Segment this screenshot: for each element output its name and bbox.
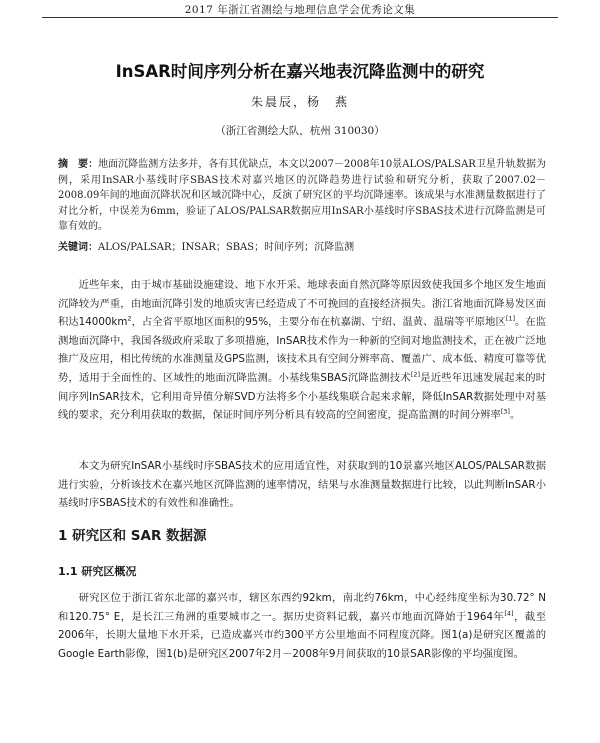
p1-text-b: ，占全省平原地区面积的95%，主要分布在杭嘉湖、宁绍、温黄、温瑞等平原地区 (131, 316, 506, 329)
p1-text-e: 。 (509, 409, 521, 422)
subsection-1-1-title: 1.1 研究区概况 (58, 565, 137, 578)
p1-text-a: 近些年来，由于城市基础设施建设、地下水开采、地球表面自然沉降等原因致使我国多个地区发生地面沉降较为严重，由地面沉降引发的地质灾害已经造成了不可挽回的直接经济损失。浙江省地面沉降易发区面积达14000km (58, 279, 546, 329)
citation-3: [3] (500, 407, 510, 416)
p3-text-a: 研究区位于浙江省东北部的嘉兴市，辖区东西约92km，南北约76km，中心经纬度坐标为30.72° N 和120.75° E，是长江三角洲的重要城市之一。据历史资料记载，嘉兴市地面沉降始于1964年 (58, 592, 546, 623)
intro-paragraph-2: 本文为研究InSAR小基线时序SBAS技术的应用适宜性，对获取到的10景嘉兴地区ALOS/PALSAR数据进行实验，分析该技术在嘉兴地区沉降监测的速率情况，结果与水准测量数据进行比较，以此判断InSAR小基线时序SBAS技术的有效性和准确性。 (58, 460, 546, 510)
paper-title: InSAR时间序列分析在嘉兴地表沉降监测中的研究 (115, 62, 485, 81)
abstract (58, 157, 546, 235)
abstract-text: 地面沉降监测方法多并，各有其优缺点，本文以2007－2008年10景ALOS/PALSAR卫星升轨数据为例，采用InSAR小基线时序SBAS技术对嘉兴地区的沉降趋势进行试验和研究分析，获取了2007.02－2008.09年间的地面沉降状况和区域沉降中心，反演了研究区的平均沉降速率。该成果与水准测量数据进行了对比分析，中误差为6mm，验证了ALOS/PALSAR数据应用InSAR小基线时序SBAS技术进行沉降监测是可靠有效的。 (58, 159, 546, 233)
running-header: 2017 年浙江省测绘与地理信息学会优秀论文集 (184, 4, 416, 16)
study-area-paragraph (58, 589, 546, 663)
citation-1: [1] (505, 314, 516, 323)
affiliation: （浙江省测绘大队，杭州 310030） (215, 125, 385, 137)
keywords (58, 240, 546, 255)
section-1-title: 1 研究区和 SAR 数据源 (58, 528, 207, 544)
authors: 朱晨辰，杨 燕 (250, 95, 349, 109)
citation-2: [2] (410, 370, 421, 379)
abstract-label: 摘 要： (58, 159, 99, 170)
citation-4: [4] (504, 609, 514, 618)
p1-text-d: 是近些年迅速发展起来的时间序列InSAR技术，它利用奇异值分解SVD方法将多个小基线集联合起来求解，降低InSAR数据处理中对基线的要求，充分利用获取的数据，保证时间序列分析具有较高的空间密度，提高监测的时间分辨率 (58, 371, 547, 422)
keywords-label: 关键词： (58, 242, 98, 253)
area-superscript: 2 (127, 314, 132, 323)
p3-text-b: ，截至2006年，长期大量地下水开采，已造成嘉兴市约300平方公里地面不同程度沉降。图1(a)是研究区覆盖的Google Earth影像，图1(b)是研究区2007年2月－2008年9月间获取的10景SAR影像的平均强度图。 (58, 610, 546, 660)
keywords-text: ALOS/PALSAR；INSAR；SBAS；时间序列；沉降监测 (98, 242, 355, 253)
header-rule (42, 17, 558, 18)
intro-paragraph-1 (58, 276, 546, 425)
p1-text-c: 。在监测地面沉降中，我国各级政府采取了多项措施，InSAR技术作为一种新的空间对地监测技术，正在被广泛地推广及应用，相比传统的水准测量及GPS监测，该技术具有空间分辨率高、覆盖广、成本低、精度可靠等优势，适用于全面性的、区域性的地面沉降监测。小基线集SBAS沉降监测技术 (58, 316, 547, 384)
